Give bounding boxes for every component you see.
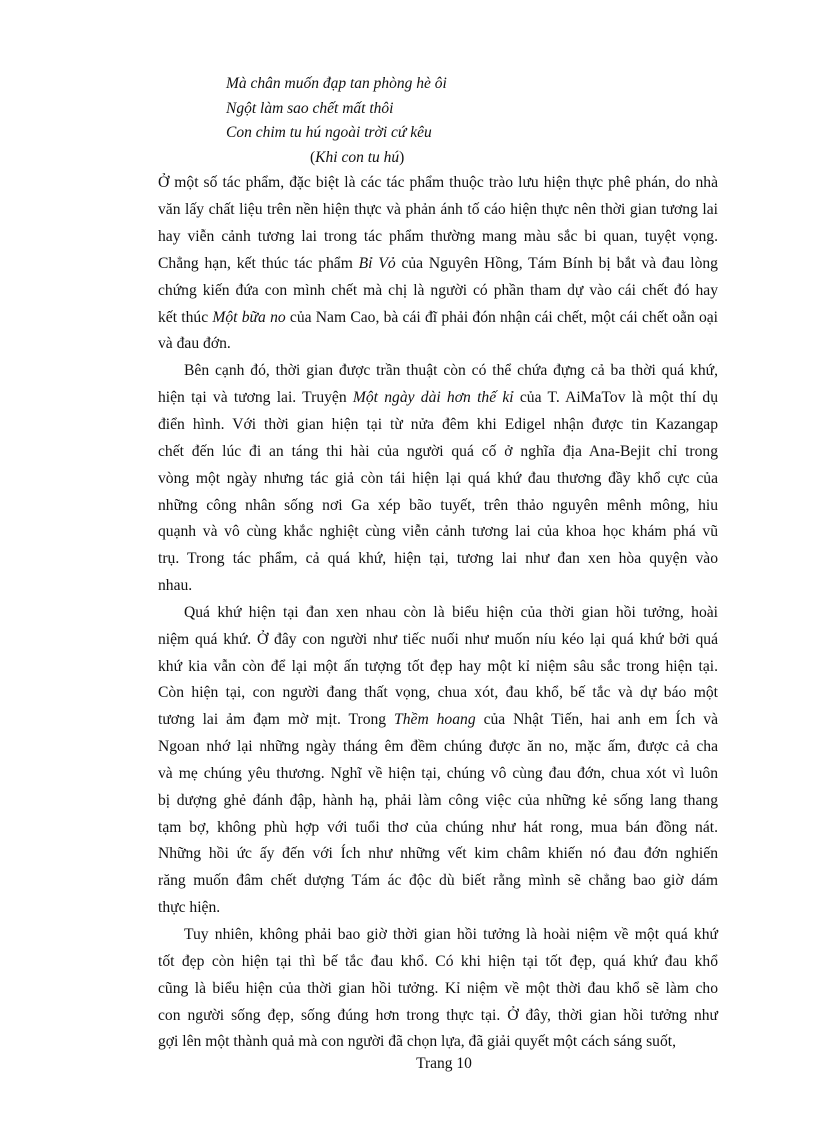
poem-quote	[226, 72, 718, 170]
book-title: Thềm hoang	[394, 711, 476, 729]
book-title: Bỉ Vỏ	[358, 254, 396, 272]
poem-line: Con chim tu hú ngoài trời cứ kêu	[226, 124, 432, 142]
poem-source: (Khi con tu hú)	[310, 148, 405, 166]
book-title: Một ngày dài hơn thế kỉ	[352, 389, 514, 407]
paragraph-4: Tuy nhiên, không phải bao giờ thời gian hồi tưởng là hoài niệm về một quá khứ tốt đẹp còn hiện tại thì bế tắc đau khổ. Có khi hiện tại tốt đẹp, quá khứ đau khổ cũng là biểu hiện của thời gian hồi tưởng. Kỉ niệm về một thời đau khổ sẽ làm cho con người sống đẹp, sống đúng hơn trong thực tại. Ở đây, thời gian hồi tưởng như gợi lên một thành quả mà con người đã chọn lựa, đã giải quyết một cách sáng suốt,	[158, 926, 718, 1051]
paragraph-3: Quá khứ hiện tại đan xen nhau còn là biểu hiện của thời gian hồi tưởng, hoài niệm quá khứ. Ở đây con người như tiếc nuối như muốn níu kéo lại quá khứ bởi quá khứ kia vẫn còn để lại một ấn tượng tốt đẹp hay một kỉ niệm sâu sắc trong hiện tại. Còn hiện tại, con người đang thất vọng, chua xót, đau khổ, bế tắc và dự báo một tương lai ảm đạm mờ mịt. Trong Thềm hoang của Nhật Tiến, hai anh em Ích và Ngoan nhớ lại những ngày tháng êm đềm chúng được ăn no, mặc ấm, được cả cha và mẹ chúng yêu thương. Nghĩ về hiện tại, chúng vô cùng đau đớn, chua xót vì luôn bị dượng ghẻ đánh đập, hành hạ, phải làm công việc của những kẻ sống lang thang tạm bợ, không phù hợp với tuổi thơ của chúng như hát rong, mua bán đồng nát. Những hồi ức ấy đến với Ích như những vết kim châm khiến nó đau đớn nghiến răng muốn đâm chết dượng Tám ác độc dù biết rằng mình sẽ chẳng bao giờ dám thực hiện.	[158, 603, 718, 917]
poem-line: Ngột làm sao chết mất thôi	[226, 99, 394, 117]
page-number: Trang 10	[416, 1055, 472, 1072]
poem-line: Mà chân muốn đạp tan phòng hè ôi	[226, 75, 447, 92]
book-title: Một bữa no	[212, 308, 286, 326]
paragraph-2: Bên cạnh đó, thời gian được trần thuật còn có thể chứa đựng cả ba thời quá khứ, hiện tại và tương lai. Truyện Một ngày dài hơn thế kỉ của T. AiMaTov là một thí dụ điển hình. Với thời gian hiện tại từ nửa đêm khi Edigel nhận được tin Kazangap chết đến lúc đi an táng thi hài của người quá cố ở nghĩa địa Ana-Bejit chỉ trong vòng một ngày nhưng tác giả còn tái hiện lại quá khứ đau thương đầy khổ cực của những công nhân sống nơi Ga xép bão tuyết, trên thảo nguyên mênh mông, hiu quạnh và vô cùng khắc nghiệt cùng viễn cảnh tương lai của khoa học khám phá vũ trụ. Trong tác phẩm, cả quá khứ, hiện tại, tương lai như đan xen hòa quyện vào nhau.	[158, 362, 719, 595]
paragraph-1: Ở một số tác phẩm, đặc biệt là các tác phẩm thuộc trào lưu hiện thực phê phán, do nhà văn lấy chất liệu trên nền hiện thực và phản ánh tố cáo hiện thực nên thời gian tương lai hay viễn cảnh tương lai trong tác phẩm thường mang màu sắc bi quan, tuyệt vọng. Chẳng hạn, kết thúc tác phẩm Bỉ Vỏ của Nguyên Hồng, Tám Bính bị bắt và đau lòng chứng kiến đứa con mình chết mà chị là người có phần tham dự vào cái chết đó hay kết thúc Một bữa no của Nam Cao, bà cái đĩ phải đón nhận cái chết, một cái chết oằn oại và đau đớn.	[158, 174, 719, 353]
poem-source-title: Khi con tu hú	[315, 148, 400, 166]
document-page	[158, 72, 718, 1056]
